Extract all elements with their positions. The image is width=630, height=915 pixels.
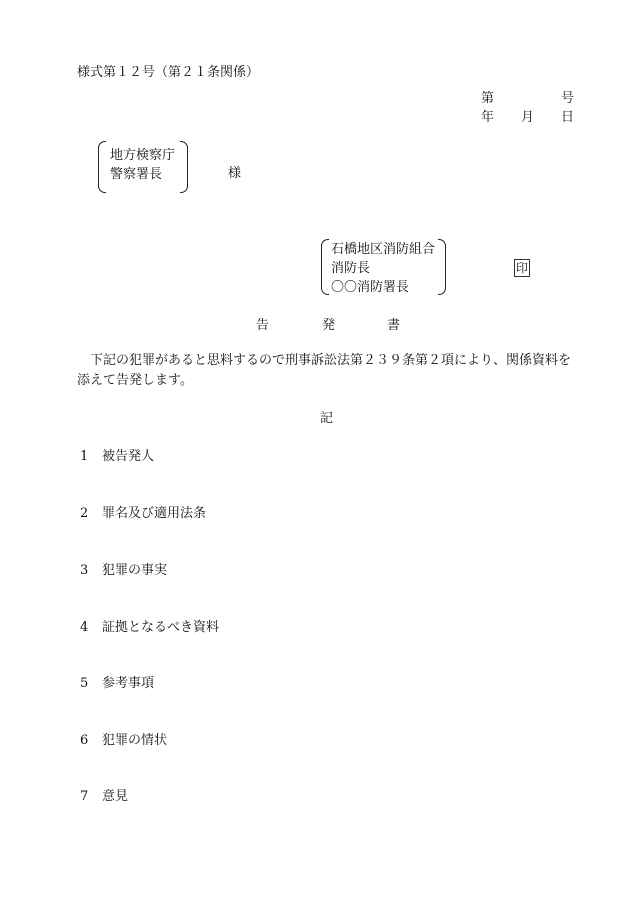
item-number: 6 <box>80 733 89 748</box>
ref-go: 号 <box>561 91 575 106</box>
right-bracket <box>438 239 446 295</box>
item-label: 犯罪の情状 <box>102 733 168 748</box>
title-char-3: 書 <box>387 318 401 333</box>
addressee-line2: 警察署長 <box>110 167 163 182</box>
sender-line2: 消防長 <box>331 261 371 276</box>
seal-stamp: 印 <box>516 261 529 275</box>
item-label: 意見 <box>102 789 129 804</box>
item-3 <box>80 564 167 577</box>
item-label: 罪名及び適用法条 <box>102 506 207 521</box>
body-text: 下記の犯罪があると思料するので刑事訴訟法第２３９条第２項により、関係資料を添えて告発します。 <box>77 353 572 388</box>
item-label: 証拠となるべき資料 <box>102 620 220 635</box>
item-2 <box>80 507 206 520</box>
right-bracket <box>180 141 188 193</box>
item-5 <box>80 677 154 690</box>
item-1 <box>80 450 154 463</box>
item-label: 被告発人 <box>102 449 155 464</box>
addressee-block <box>98 141 188 193</box>
item-label: 参考事項 <box>102 676 155 691</box>
item-number: 3 <box>80 563 89 578</box>
title-char-1: 告 <box>256 318 270 333</box>
sender-line3: 〇〇消防署長 <box>331 280 410 295</box>
item-number: 2 <box>80 506 89 521</box>
ref-dai: 第 <box>481 91 495 106</box>
date-year: 年 <box>481 110 495 125</box>
ki-heading: 記 <box>320 411 334 426</box>
sender-block <box>321 239 446 295</box>
item-number: 7 <box>80 789 89 804</box>
item-number: 1 <box>80 449 89 464</box>
left-bracket <box>321 239 329 295</box>
item-number: 4 <box>80 620 89 635</box>
item-label: 犯罪の事実 <box>102 563 168 578</box>
title-char-2: 発 <box>322 318 336 333</box>
item-6 <box>80 734 167 747</box>
sender-line1: 石橋地区消防組合 <box>331 242 436 257</box>
left-bracket <box>98 141 106 193</box>
item-number: 5 <box>80 676 89 691</box>
addressee-honorific: 様 <box>228 166 242 181</box>
item-4 <box>80 621 219 634</box>
item-7 <box>80 790 128 803</box>
date-day: 日 <box>561 110 575 125</box>
date-month: 月 <box>521 110 535 125</box>
form-number: 様式第１２号（第２１条関係） <box>77 65 260 80</box>
addressee-line1: 地方検察庁 <box>110 148 176 163</box>
